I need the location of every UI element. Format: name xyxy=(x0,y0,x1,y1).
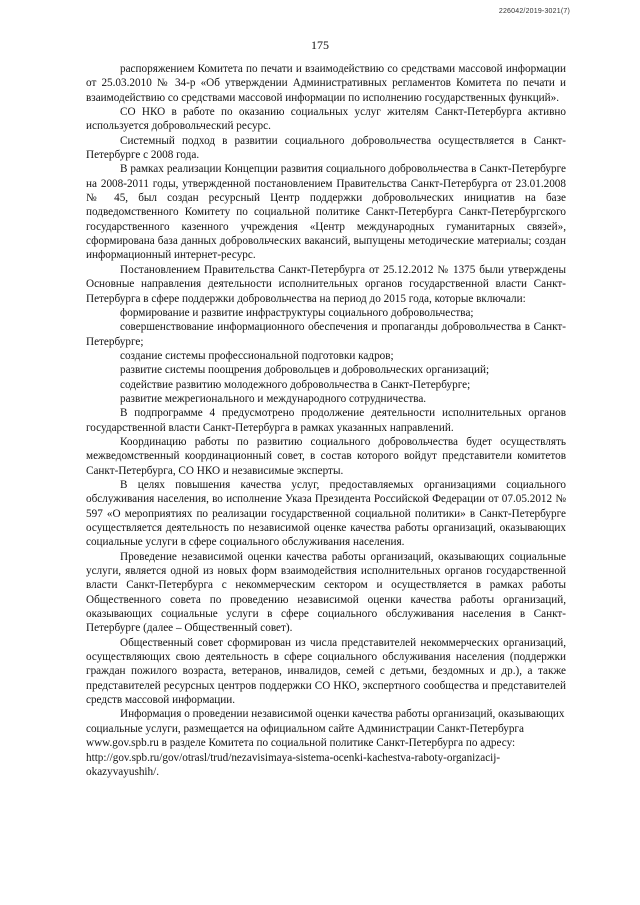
paragraph: В целях повышения качества услуг, предоставляемых организациями социального обслуживания населения, во исполнение Указа Президента Российской Федерации от 07.05.2012 № 597 «О мероприятиях по реализации государственной социальной политики» в Санкт-Петербурге осуществляется деятельность по независимой оценке качества работы организаций, оказывающих социальные услуги в сфере социального обслуживания населения. xyxy=(86,478,566,549)
paragraph: Проведение независимой оценки качества работы организаций, оказывающих социальные услуги, является одной из новых форм взаимодействия исполнительных органов государственной власти Санкт-Петербурга с некоммерческим сектором и осуществляется в рамках работы Общественного совета по проведению независимой оценки качества работы организаций, оказывающих социальные услуги в сфере социального обслуживания населения в Санкт-Петербурге (далее – Общественный совет). xyxy=(86,550,566,635)
paragraph: Системный подход в развитии социального добровольчества осуществляется в Санкт-Петербурге с 2008 года. xyxy=(86,134,566,162)
paragraph: В подпрограмме 4 предусмотрено продолжение деятельности исполнительных органов государственной власти Санкт-Петербурга в рамках указанных направлений. xyxy=(86,407,566,434)
list-item: формирование и развитие инфраструктуры социального добровольчества; xyxy=(120,306,474,319)
paragraph: Координацию работы по развитию социального добровольчества будет осуществлять межведомственный координационный совет, в состав которого войдут представители комитетов Санкт-Петербурга, СО НКО и независимые эксперты. xyxy=(86,435,566,477)
list-item: создание системы профессиональной подготовки кадров; xyxy=(120,349,394,362)
page-number: 175 xyxy=(311,38,329,52)
list-item: содействие развитию молодежного добровольчества в Санкт-Петербурге; xyxy=(120,378,471,391)
paragraph: СО НКО в работе по оказанию социальных услуг жителям Санкт-Петербурга активно используется добровольческий ресурс. xyxy=(86,106,566,133)
list-item: совершенствование информационного обеспечения и пропаганды добровольчества в Санкт-Петербурге; xyxy=(86,321,566,348)
paragraph: распоряжением Комитета по печати и взаимодействию со средствами массовой информации от 25.03.2010 № 34-р «Об утверждении Административных регламентов Комитета по печати и взаимодействию со средствами массовой информации по исполнению государственных функций». xyxy=(86,63,566,104)
list-item: развитие системы поощрения добровольцев и добровольческих организаций; xyxy=(120,364,490,377)
document-body xyxy=(86,62,566,779)
paragraph: Информация о проведении независимой оценки качества работы организаций, оказывающих социальные услуги, размещается на официальном сайте Администрации Санкт-Петербурга www.gov.spb.ru в разделе Комитета по социальной политике Санкт-Петербурга по адресу: http://gov.spb.ru/gov/otrasl/trud/nezavisimaya-sistema-ocenki-kachestva-raboty-organizacij-okazyvayushih/. xyxy=(86,708,565,778)
document-registration-code: 226042/2019-3021(7) xyxy=(498,8,570,15)
paragraph: Общественный совет сформирован из числа представителей некоммерческих организаций, осуществляющих свою деятельность в сфере социального обслуживания населения (поддержки граждан пожилого возраста, ветеранов, инвалидов, семей с детьми, бездомных и др.), а также представителей ресурсных центров поддержки СО НКО, экспертного сообщества и представителей средств массовой информации. xyxy=(86,636,566,707)
paragraph: В рамках реализации Концепции развития социального добровольчества в Санкт-Петербурге на 2008-2011 годы, утвержденной постановлением Правительства Санкт-Петербурга от 23.01.2008 № 45, был создан ресурсный Центр поддержки добровольческих инициатив на базе подведомственного Комитету по социальной политике Санкт-Петербурга Санкт-Петербургского государственного казенного учреждения «Центр международных гуманитарных связей», сформирована база данных добровольческих вакансий, выпущены методические материалы; создан информационный интернет-ресурс. xyxy=(86,163,566,262)
list-item: развитие межрегионального и международного сотрудничества. xyxy=(120,392,427,405)
paragraph: Постановлением Правительства Санкт-Петербурга от 25.12.2012 № 1375 были утверждены Основные направления деятельности исполнительных органов государственной власти Санкт-Петербурга в сфере поддержки добровольчества на период до 2015 года, которые включали: xyxy=(86,263,566,305)
